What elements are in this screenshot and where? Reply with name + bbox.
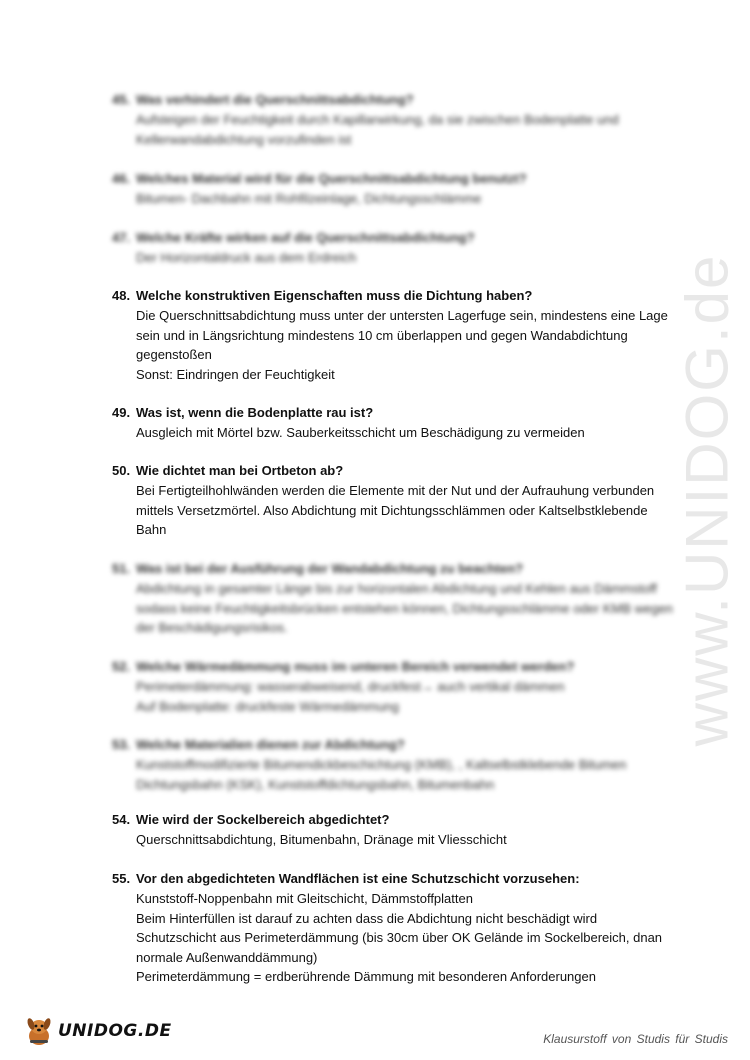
question-number: 45. bbox=[112, 92, 131, 107]
question-number: 52. bbox=[112, 659, 131, 674]
answer bbox=[112, 481, 672, 540]
answer-line: Schutzschicht aus Perimeterdämmung (bis 30cm über OK Gelände im Sockelbereich, dnan bbox=[136, 930, 663, 945]
question bbox=[112, 461, 672, 481]
answer bbox=[112, 189, 672, 209]
qa-item bbox=[112, 869, 672, 987]
qa-item bbox=[112, 461, 672, 540]
question bbox=[112, 403, 672, 423]
qa-item bbox=[112, 403, 672, 443]
question-text: Was verhindert die Querschnittsabdichtung? bbox=[136, 92, 414, 107]
answer bbox=[112, 423, 672, 443]
answer-line: Der Horizontaldruck aus dem Erdreich bbox=[136, 250, 357, 265]
answer-line: gegenstoßen bbox=[136, 347, 212, 362]
answer-line: Bahn bbox=[136, 522, 167, 537]
question-text: Welche Wärmedämmung muss im unteren Bereich verwendet werden? bbox=[136, 659, 575, 674]
question-number: 47. bbox=[112, 230, 131, 245]
answer bbox=[112, 755, 672, 794]
answer-line: mittels Versetzmörtel. Also Abdichtung mit Dichtungsschlämmen oder Kaltselbstklebende bbox=[136, 502, 648, 518]
question bbox=[112, 90, 672, 110]
question-number: 55. bbox=[112, 871, 131, 886]
answer-line: Kunststoff-Noppenbahn mit Gleitschicht, Dämmstoffplatten bbox=[136, 891, 473, 906]
question bbox=[112, 869, 672, 889]
question-text: Welches Material wird für die Querschnittsabdichtung benutzt? bbox=[136, 171, 527, 186]
question-text: Wie dichtet man bei Ortbeton ab? bbox=[136, 463, 344, 478]
answer-line: Dichtungsbahn (KSK), Kunststoffdichtungsbahn, Bitumenbahn bbox=[136, 776, 495, 792]
answer bbox=[112, 579, 672, 638]
question-number: 51. bbox=[112, 561, 131, 576]
question-number: 49. bbox=[112, 405, 131, 420]
qa-item bbox=[112, 286, 672, 384]
question bbox=[112, 657, 672, 677]
answer bbox=[112, 889, 672, 987]
question-number: 54. bbox=[112, 812, 131, 827]
question bbox=[112, 810, 672, 830]
question-number: 53. bbox=[112, 737, 131, 752]
question bbox=[112, 228, 672, 248]
answer-line: Die Querschnittsabdichtung muss unter der untersten Lagerfuge sein, mindestens eine Lage bbox=[136, 308, 668, 323]
question-number: 48. bbox=[112, 288, 131, 303]
answer bbox=[112, 248, 672, 268]
footer-tagline: Klausurstoff von Studis für Studis bbox=[543, 1032, 728, 1046]
answer-line: Auf Bodenplatte: druckfeste Wärmedämmung bbox=[136, 698, 400, 714]
qa-item bbox=[112, 169, 672, 209]
answer bbox=[112, 110, 672, 149]
answer-line: Beim Hinterfüllen ist darauf zu achten dass die Abdichtung nicht beschädigt wird bbox=[136, 910, 598, 926]
question bbox=[112, 169, 672, 189]
answer-line: Bei Fertigteilhohlwänden werden die Elemente mit der Nut und der Aufrauhung verbunden bbox=[136, 483, 655, 498]
question bbox=[112, 559, 672, 579]
answer-line: der Beschädigungsrisikos. bbox=[136, 620, 288, 635]
answer-line: Ausgleich mit Mörtel bzw. Sauberkeitsschicht um Beschädigung zu vermeiden bbox=[136, 425, 585, 440]
answer-line: normale Außenwanddämmung) bbox=[136, 949, 318, 965]
question-text: Welche Materialien dienen zur Abdichtung? bbox=[136, 737, 405, 752]
qa-item bbox=[112, 228, 672, 268]
question-text: Vor den abgedichteten Wandflächen ist eine Schutzschicht vorzusehen: bbox=[136, 871, 580, 886]
question-number: 50. bbox=[112, 463, 131, 478]
qa-item bbox=[112, 90, 672, 149]
answer-line: Perimeterdämmung: wasserabweisend, druckfest→ auch vertikal dämmen bbox=[136, 679, 565, 694]
question-text: Wie wird der Sockelbereich abgedichtet? bbox=[136, 812, 390, 827]
answer-line: Perimeterdämmung = erdberührende Dämmung mit besonderen Anforderungen bbox=[136, 969, 596, 984]
qa-item bbox=[112, 657, 672, 716]
question-text: Was ist, wenn die Bodenplatte rau ist? bbox=[136, 405, 374, 420]
qa-item bbox=[112, 559, 672, 638]
dog-mascot-icon bbox=[22, 1014, 56, 1048]
answer-line: Querschnittsabdichtung, Bitumenbahn, Dränage mit Vliesschicht bbox=[136, 832, 507, 847]
question-text: Welche konstruktiven Eigenschaften muss die Dichtung haben? bbox=[136, 288, 533, 303]
answer-line: Bitumen- Dachbahn mit Rohfilzeinlage, Dichtungsschlämme bbox=[136, 191, 482, 206]
answer-line: Aufsteigen der Feuchtigkeit durch Kapillarwirkung, da sie zwischen Bodenplatte und bbox=[136, 112, 619, 127]
question bbox=[112, 286, 672, 306]
answer-line: Kunststoffmodifizierte Bitumendickbeschichtung (KMB), , Kaltselbstklebende Bitumen bbox=[136, 757, 627, 772]
qa-item bbox=[112, 810, 672, 850]
watermark: www.UNIDOG.de bbox=[673, 253, 741, 747]
answer-line: Abdichtung in gesamter Länge bis zur horizontalen Abdichtung und Kehlen aus Dämmstoff bbox=[136, 581, 657, 596]
answer-line: Sonst: Eindringen der Feuchtigkeit bbox=[136, 366, 335, 382]
question bbox=[112, 735, 672, 755]
answer-line: sein und in Längsrichtung mindestens 10 cm überlappen und gegen Wandabdichtung bbox=[136, 327, 628, 343]
answer bbox=[112, 306, 672, 384]
logo-text: UNIDOG.DE bbox=[58, 1021, 172, 1041]
answer bbox=[112, 677, 672, 716]
answer-line: sodass keine Feuchtigkeitsbrücken entstehen können, Dichtungsschlämme oder KMB wegen bbox=[136, 600, 673, 616]
answer bbox=[112, 830, 672, 850]
question-text: Welche Kräfte wirken auf die Querschnittsabdichtung? bbox=[136, 230, 475, 245]
answer-line: Kellerwandabdichtung vorzufinden ist bbox=[136, 131, 352, 147]
qa-item bbox=[112, 735, 672, 794]
question-text: Was ist bei der Ausführung der Wandabdichtung zu beachten? bbox=[136, 561, 524, 576]
unidog-logo[interactable] bbox=[22, 1014, 172, 1048]
question-number: 46. bbox=[112, 171, 131, 186]
